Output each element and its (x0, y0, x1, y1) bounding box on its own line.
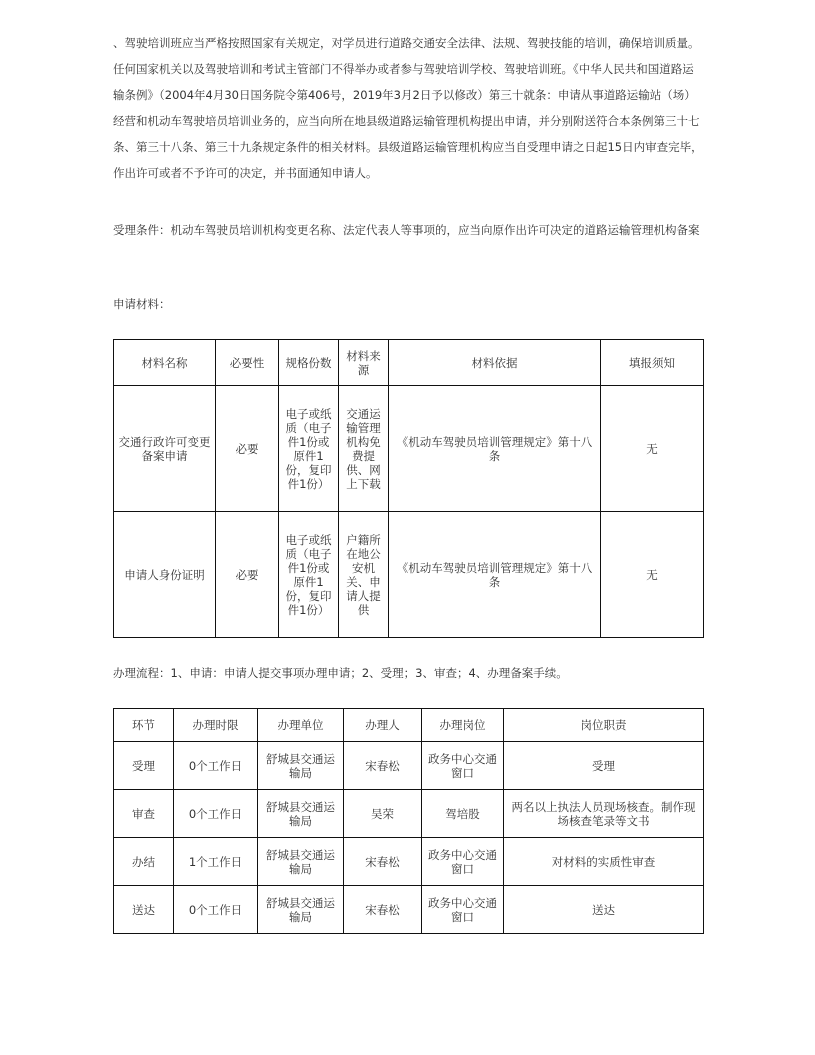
table-cell: 舒城县交通运输局 (258, 838, 344, 886)
header-cell: 办理岗位 (422, 709, 504, 742)
table-cell: 送达 (114, 886, 174, 934)
table-cell: 交通行政许可变更备案申请 (114, 386, 216, 512)
header-cell: 材料来源 (339, 340, 389, 386)
header-cell: 办理单位 (258, 709, 344, 742)
table-cell: 无 (601, 386, 704, 512)
process-table (113, 708, 704, 934)
materials-table (113, 339, 704, 638)
table-cell: 驾培股 (422, 790, 504, 838)
table-cell: 舒城县交通运输局 (258, 742, 344, 790)
table-cell: 申请人身份证明 (114, 512, 216, 638)
table-cell: 电子或纸质（电子件1份或原件1份，复印件1份） (279, 386, 339, 512)
table-cell: 舒城县交通运输局 (258, 886, 344, 934)
table-cell: 0个工作日 (174, 886, 258, 934)
header-cell: 材料名称 (114, 340, 216, 386)
table-cell: 政务中心交通窗口 (422, 742, 504, 790)
table-row (114, 790, 704, 838)
header-cell: 环节 (114, 709, 174, 742)
table-cell: 政务中心交通窗口 (422, 838, 504, 886)
table-cell: 送达 (504, 886, 704, 934)
header-cell: 规格份数 (279, 340, 339, 386)
table-cell: 受理 (504, 742, 704, 790)
table-cell: 吴荣 (344, 790, 422, 838)
table-cell: 受理 (114, 742, 174, 790)
table-cell: 必要 (216, 386, 279, 512)
table-row (114, 386, 704, 512)
table-cell: 0个工作日 (174, 790, 258, 838)
table-cell: 宋春松 (344, 742, 422, 790)
table-cell: 必要 (216, 512, 279, 638)
table-header-row (114, 709, 704, 742)
table-cell: 办结 (114, 838, 174, 886)
table-cell: 无 (601, 512, 704, 638)
table-row (114, 838, 704, 886)
header-cell: 办理人 (344, 709, 422, 742)
table-cell: 电子或纸质（电子件1份或原件1份，复印件1份） (279, 512, 339, 638)
header-cell: 岗位职责 (504, 709, 704, 742)
table-cell: 政务中心交通窗口 (422, 886, 504, 934)
table-cell: 审查 (114, 790, 174, 838)
table-cell: 两名以上执法人员现场核查。制作现场核查笔录等文书 (504, 790, 704, 838)
header-cell: 办理时限 (174, 709, 258, 742)
materials-heading: 申请材料： (113, 297, 171, 311)
table-row (114, 512, 704, 638)
table-header-row (114, 340, 704, 386)
table-cell: 户籍所在地公安机关、申请人提供 (339, 512, 389, 638)
table-cell: 对材料的实质性审查 (504, 838, 704, 886)
table-cell: 宋春松 (344, 886, 422, 934)
header-cell: 材料依据 (389, 340, 601, 386)
table-cell: 宋春松 (344, 838, 422, 886)
table-cell: 舒城县交通运输局 (258, 790, 344, 838)
process-steps: 办理流程：1、申请：申请人提交事项办理申请；2、受理；3、审查；4、办理备案手续。 (113, 666, 568, 680)
table-cell: 0个工作日 (174, 742, 258, 790)
acceptance-conditions: 受理条件：机动车驾驶员培训机构变更名称、法定代表人等事项的，应当向原作出许可决定的道路运输管理机构备案 (113, 223, 700, 237)
table-cell: 《机动车驾驶员培训管理规定》第十八条 (389, 512, 601, 638)
table-row (114, 742, 704, 790)
table-row (114, 886, 704, 934)
header-cell: 必要性 (216, 340, 279, 386)
header-cell: 填报须知 (601, 340, 704, 386)
legal-basis-paragraph: 、驾驶培训班应当严格按照国家有关规定，对学员进行道路交通安全法律、法规、驾驶技能的培训，确保培训质量。任何国家机关以及驾驶培训和考试主管部门不得举办或者参与驾驶培训学校、驾驶培训班。《中华人民共和国道路运输条例》（2004年4月30日国务院令第406号，2019年3月2日予以修改）第三十就条：申请从事道路运输站（场）经营和机动车驾驶培员培训业务的，应当向所在地县级道路运输管理机构提出申请，并分别附送符合本条例第三十七条、第三十八条、第三十九条规定条件的相关材料。县级道路运输管理机构应当自受理申请之日起15日内审查完毕，作出许可或者不予许可的决定，并书面通知申请人。 (113, 36, 703, 180)
table-cell: 《机动车驾驶员培训管理规定》第十八条 (389, 386, 601, 512)
table-cell: 交通运输管理机构免费提供、网上下载 (339, 386, 389, 512)
table-cell: 1个工作日 (174, 838, 258, 886)
